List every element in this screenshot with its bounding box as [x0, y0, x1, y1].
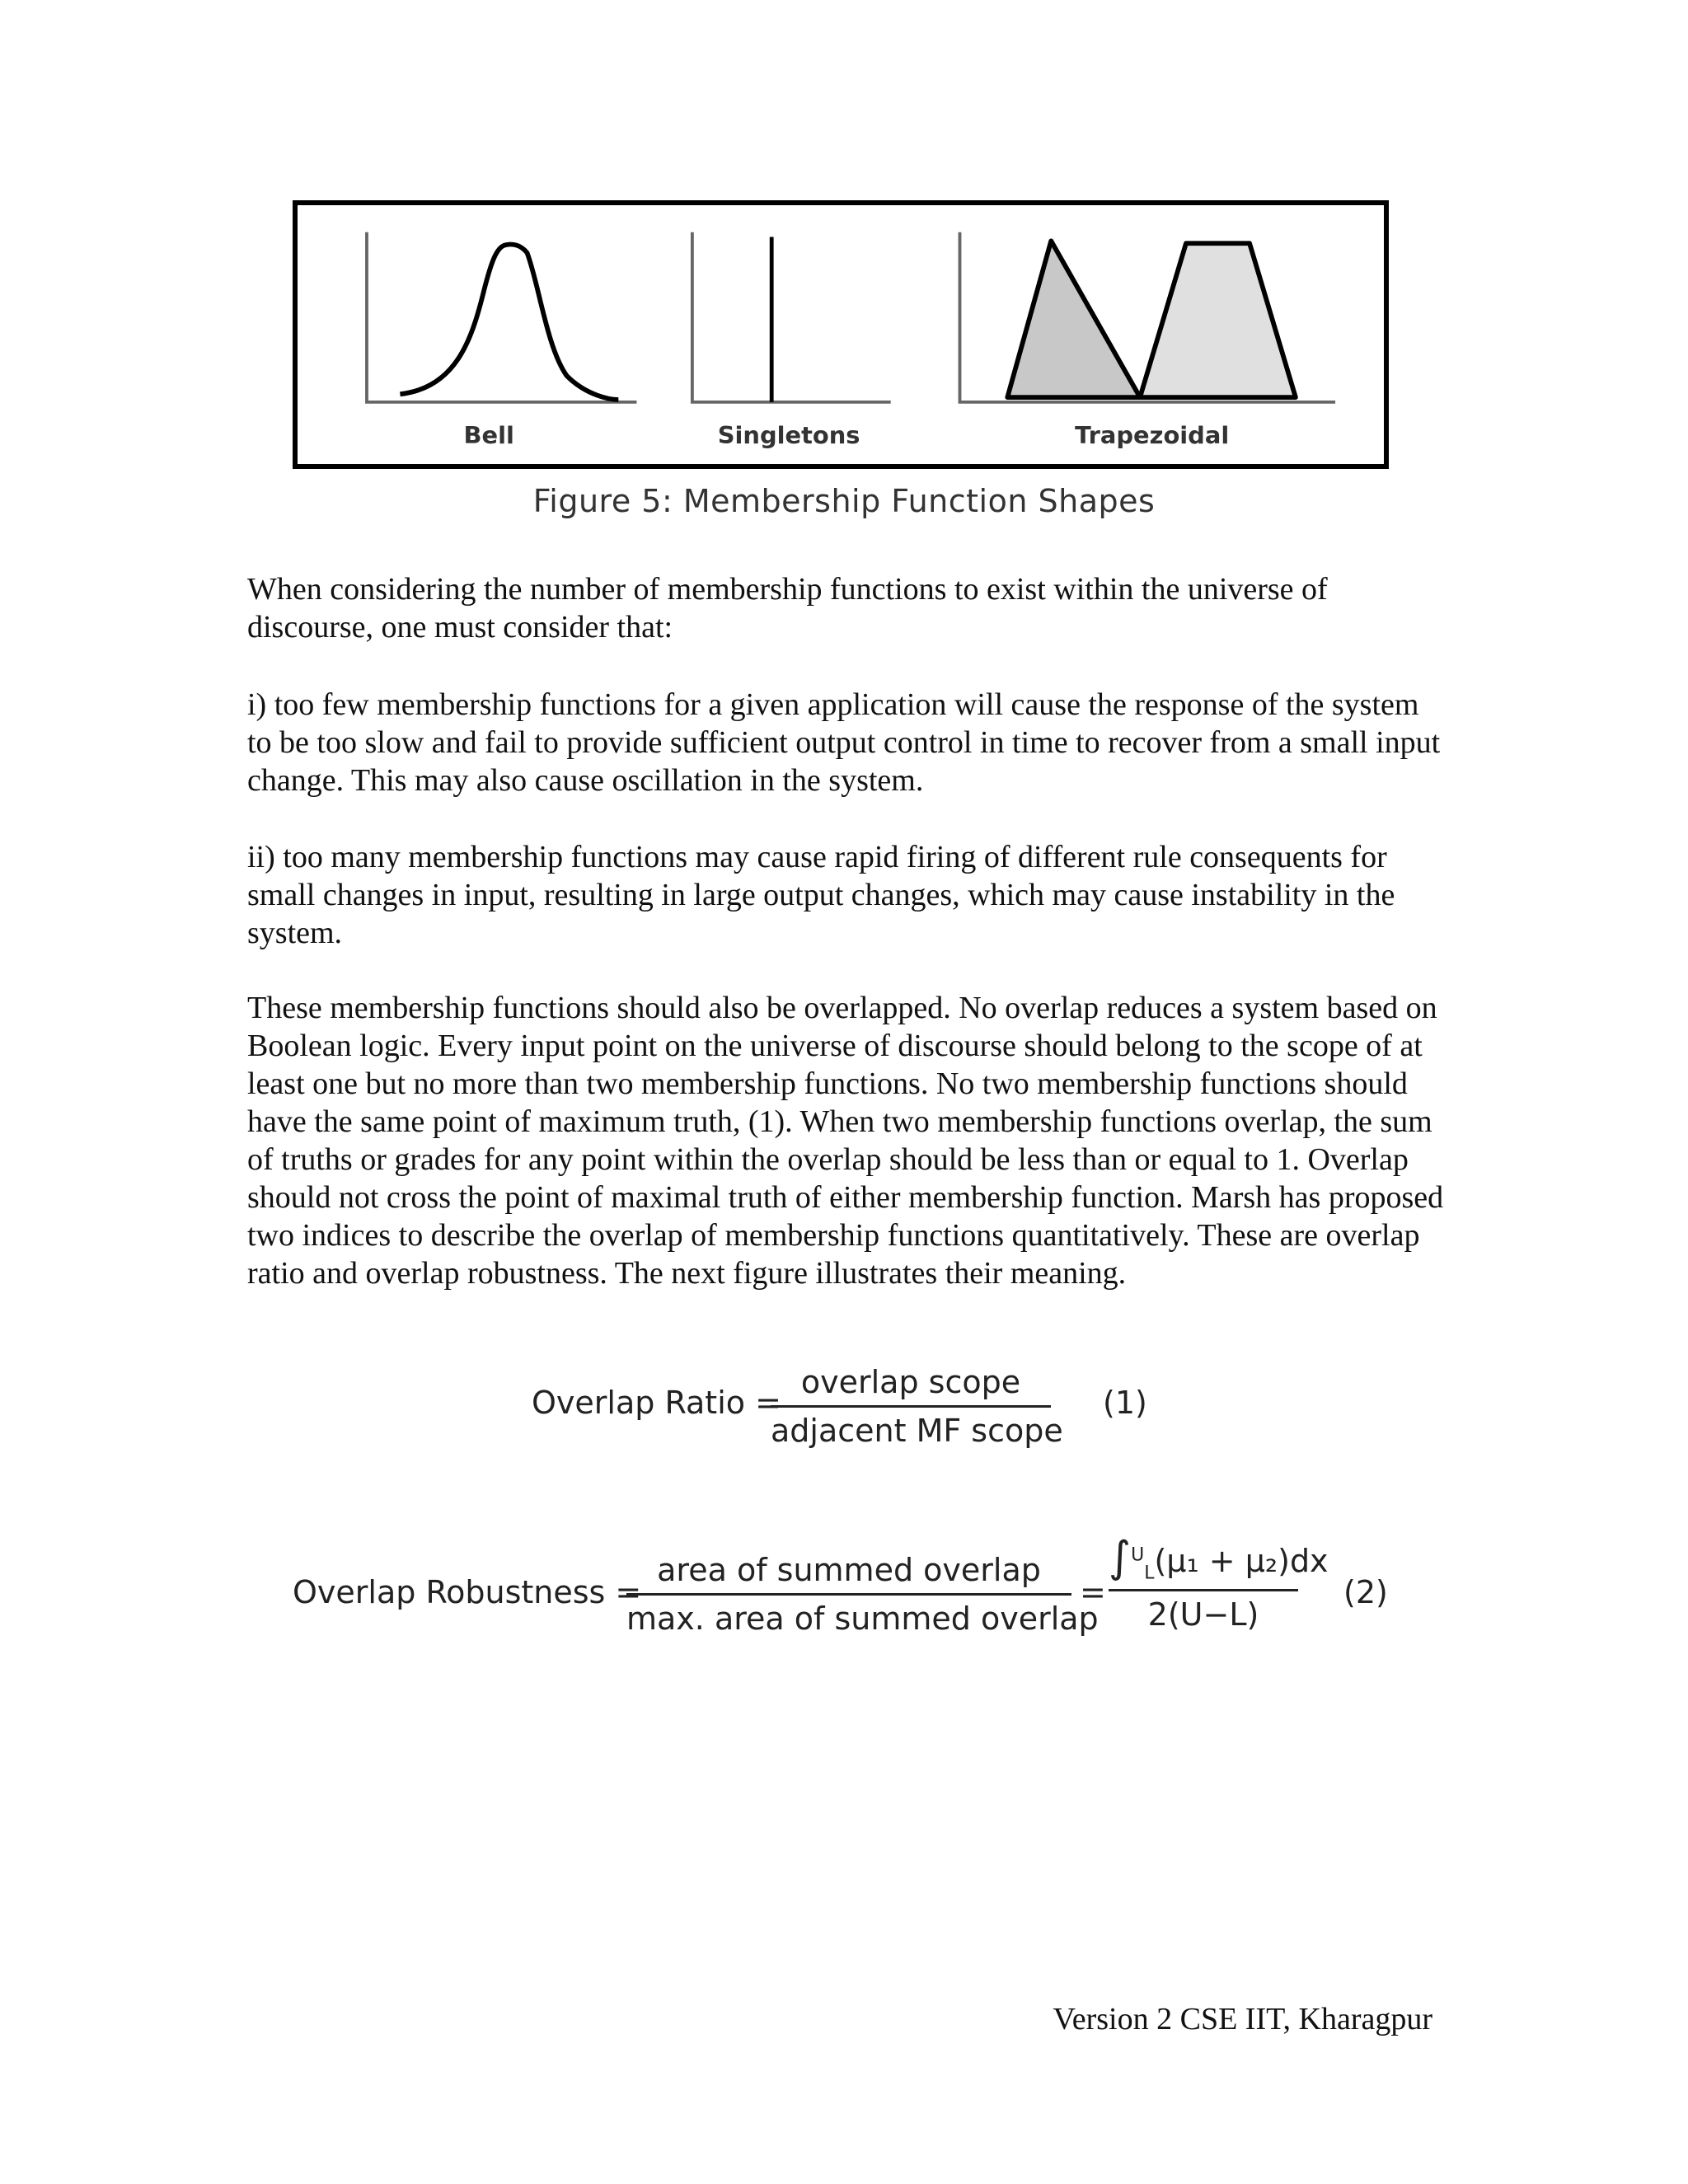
overlap-robustness-denominator: max. area of summed overlap: [626, 1601, 1099, 1637]
page-footer: Version 2 CSE IIT, Kharagpur: [1053, 2002, 1432, 2036]
overlap-robustness-numerator: area of summed overlap: [657, 1552, 1041, 1588]
integral-upper-limit: U: [1131, 1544, 1145, 1566]
trapezoidal-label: Trapezoidal: [1075, 420, 1230, 449]
figure-caption: Figure 5: Membership Function Shapes: [532, 483, 1156, 519]
overlap-ratio-fraction: [771, 1364, 1063, 1449]
overlap-robustness-label: Overlap Robustness =: [293, 1574, 642, 1610]
integral-lower-limit: L: [1144, 1563, 1155, 1584]
paragraph-text: When considering the number of membership functions to exist within the universe of discourse, one must consider that:: [247, 572, 1328, 644]
paragraph-text: i) too few membership functions for a given application will cause the response of the system to be too slow and fail to provide sufficient output control in time to recover from a small input change. This may also cause oscillation in the system.: [247, 687, 1441, 798]
integral-expression: [1109, 1533, 1329, 1589]
overlap-robustness-fraction: [626, 1552, 1099, 1637]
equation-number-1: (1): [1103, 1385, 1147, 1421]
bell-curve: [400, 244, 618, 399]
triangle-mf: [1007, 241, 1140, 397]
paragraph-intro: [247, 570, 1451, 646]
trapezoid-mf: [1140, 243, 1296, 397]
equals-sign: =: [1080, 1574, 1106, 1610]
integral-sign: ∫: [1109, 1533, 1132, 1582]
singleton-axes: [692, 232, 891, 402]
paragraph-text: These membership functions should also be overlapped. No overlap reduces a system based on Boolean logic. Every input point on the universe of discourse should belong to the scope of at least one but no more than two membership functions. No two membership functions should have the same point of maximum truth, (1). When two membership functions overlap, the sum of truths or grades for any point within the overlap should be less than or equal to 1. Overlap should not cross the point of maximal truth of either membership function. Marsh has proposed two indices to describe the overlap of membership functions quantitatively. These are overlap ratio and overlap robustness. The next figure illustrates their meaning.: [247, 991, 1444, 1291]
overlap-ratio-numerator: overlap scope: [800, 1364, 1021, 1400]
paragraph-overlap: [247, 989, 1451, 1292]
overlap-ratio-label: Overlap Ratio =: [532, 1385, 781, 1421]
membership-function-figure: [293, 200, 1389, 469]
paragraph-text: ii) too many membership functions may cause rapid firing of different rule consequents for small changes in input, resulting in large output changes, which may cause instability in the system.: [247, 840, 1395, 950]
paragraph-too-few: [247, 686, 1451, 799]
equation-number-2: (2): [1343, 1574, 1388, 1610]
integrand: (μ₁ + μ₂)dx: [1154, 1543, 1329, 1579]
bell-axes: [367, 232, 636, 402]
integral-denominator: 2(U−L): [1147, 1596, 1259, 1633]
integral-fraction: [1109, 1533, 1329, 1633]
paragraph-too-many: [247, 838, 1451, 952]
bell-label: Bell: [463, 420, 514, 449]
membership-function-shapes: [298, 205, 1384, 464]
singletons-label: Singletons: [717, 420, 860, 449]
overlap-ratio-denominator: adjacent MF scope: [771, 1413, 1063, 1449]
